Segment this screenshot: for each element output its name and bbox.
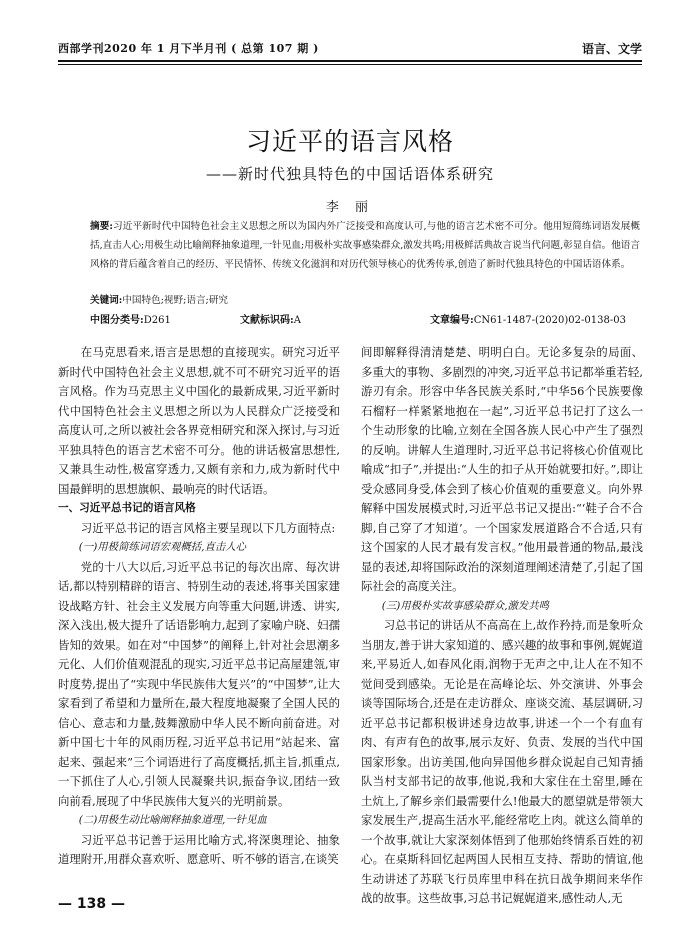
- body-paragraph: 习近平总书记善于运用比喻方式,将深奥理论、抽象道理附开,用群众喜欢听、愿意听、听不够的语言,在谈笑: [58, 832, 340, 866]
- article-title: 习近平的语言风格: [245, 127, 454, 156]
- journal-info: 西部学刊2020 年 1 月下半月刊 ( 总第 107 期 ): [58, 42, 319, 55]
- page-number: — 138 —: [58, 896, 125, 912]
- article-subtitle: ——新时代独具特色的中国话语体系研究: [205, 165, 494, 183]
- doc-code: [240, 311, 301, 326]
- article-meta: [90, 311, 650, 325]
- body-paragraph: 党的十八大以后,习近平总书记的每次出席、每次讲话,都以特别精辟的语言、特别生动的表述,将事关国家建设战略方针、社会主义发展方向等重大问题,讲透、讲实,深入浅出,极大提升了话语影响力,起到了家喻户晓、妇孺皆知的效果。如在对“中国梦”的阐释上,针对社会思潮多元化、人们价值观混乱的现实,习近平总书记高屋建瓴,审时度势,提出了“实现中华民族伟大复兴”的“中国梦”,让大家看到了希望和力量所在,最大程度地凝聚了全国人民的信心、意志和力量,鼓舞激励中华人民不断向前奋进。对新中国七十年的风雨历程,习近平总书记用“站起来、富起来、强起来”三个词语进行了高度概括,抓主旨,抓重点,一下抓住了人心,引领人民凝聚共识,振奋争议,团结一致向前看,展现了中华民族伟大复兴的光明前景。: [58, 559, 340, 808]
- section-heading: 一、习近平总书记的语言风格: [58, 502, 196, 514]
- class-number: [90, 311, 171, 326]
- article-number-value: CN61-1487-(2020)02-0138-03: [473, 315, 626, 326]
- body-paragraph: 习近平总书记的语言风格主要呈现以下几方面特点:: [80, 520, 336, 535]
- article-author: 李 丽: [325, 200, 375, 215]
- header-rule-thin: [58, 64, 642, 65]
- doc-code-label: 文献标识码:: [240, 315, 294, 326]
- doc-code-value: A: [293, 315, 301, 326]
- header-rule: [58, 60, 642, 62]
- abstract-label: 摘要:: [90, 221, 113, 232]
- subsection-heading: (三)用极朴实故事感染群众,激发共鸣: [381, 599, 550, 612]
- class-number-value: D261: [143, 315, 171, 326]
- right-column: [361, 343, 643, 909]
- article-number-label: 文章编号:: [430, 315, 474, 326]
- class-number-label: 中图分类号:: [90, 315, 144, 326]
- section-label: 语言、文学: [581, 42, 642, 56]
- body-paragraph: 习总书记的讲话从不高高在上,故作矜持,而是象听众当朋友,善于讲大家知道的、感兴趣的故事和事例,娓娓道来,平易近人,如春风化雨,润物于无声之中,让人在不知不觉间受到感染。无论是在高峰论坛、外交演讲、外事会谈等国际场合,还是在走访群众、座谈交流、基层调研,习近平总书记都积极讲述身边故事,讲述一个一个有血有肉、有声有色的故事,展示友好、负责、发展的当代中国国家形象。出访美国,他向异国他乡群众说起自己知青插队当村支部书记的故事,他说,我和大家住在土窑里,睡在土炕上,了解乡亲们最需要什么!他最大的愿望就是带领大家发展生产,提高生活水平,能经常吃上肉。就这么简单的一个故事,就让大家深刻体悟到了他那始终情系百姓的初心。在桌斯科回忆起两国人民相互支持、帮助的情谊,他生动讲述了苏联飞行员库里申科在抗日战争期间来华作战的故事。这些故事,习总书记娓娓道来,感性动人,无: [361, 618, 643, 905]
- body-paragraph: 间即解释得清清楚楚、明明白白。无论多复杂的局面、多重大的事物、多剧烈的冲突,习近平总书记都举重若轻,游刃有余。形容中华各民族关系时,“中华56个民族要像石榴籽一样紧紧地抱在一起”,习近平总书记打了这么一个生动形象的比喻,立刻在全国各族人民心中产生了强烈的反响。讲解人生道理时,习近平总书记将核心价值观比喻成“扣子”,并提出:“人生的扣子从开始就要扣好。”,即让受众感同身受,体会到了核心价值观的重要意义。向外界解释中国发展模式时,习近平总书记又提出:“‘鞋子合不合脚,自己穿了才知道’。一个国家发展道路合不合适,只有这个国家的人民才最有发言权。”他用最普通的物品,最浅显的表述,却将国际政治的深刻道理阐述清楚了,引起了国际社会的高度关注。: [361, 345, 643, 593]
- body-paragraph: 在马克思看来,语言是思想的直接现实。研究习近平新时代中国特色社会主义思想,就不可不研究习近平的语言风格。作为马克思主义中国化的最新成果,习近平新时代中国特色社会主义思想之所以为人民群众广泛接受和高度认可,之所以被社会各界竞相研究和深入探讨,与习近平独具特色的语言艺术密不可分。他的讲话极富思想性,又兼具生动性,极富穿透力,又颇有亲和力,成为新时代中国最鲜明的思想旗帜、最响亮的时代话语。: [58, 345, 340, 496]
- keywords: [90, 292, 640, 306]
- running-header: [58, 38, 642, 60]
- abstract-text: 习近平新时代中国特色社会主义思想之所以为国内外广泛接受和高度认可,与他的语言艺术密不可分。他用短简练词语发展概括,直击人心;用极生动比喻阐释抽象道理,一针见血;用极朴实故事感染群众,激发共鸣;用极鲜活典故言说当代问题,彰显自信。他语言风格的背后蕴含着自己的经历、平民情怀、传统文化滋润和对历代领导核心的优秀传承,创造了新时代独具特色的中国话语体系。: [90, 221, 640, 270]
- subsection-heading: (一)用极简练词语宏观概括,直击人心: [78, 541, 247, 553]
- abstract: [90, 217, 640, 274]
- keywords-label: 关键词:: [90, 295, 123, 306]
- keywords-text: 中国特色;视野;语言;研究: [122, 295, 228, 306]
- subsection-heading: (二)用极生动比喻阐释抽象道理,一针见血: [78, 814, 267, 826]
- article-number: [430, 311, 626, 326]
- left-column: [58, 343, 340, 870]
